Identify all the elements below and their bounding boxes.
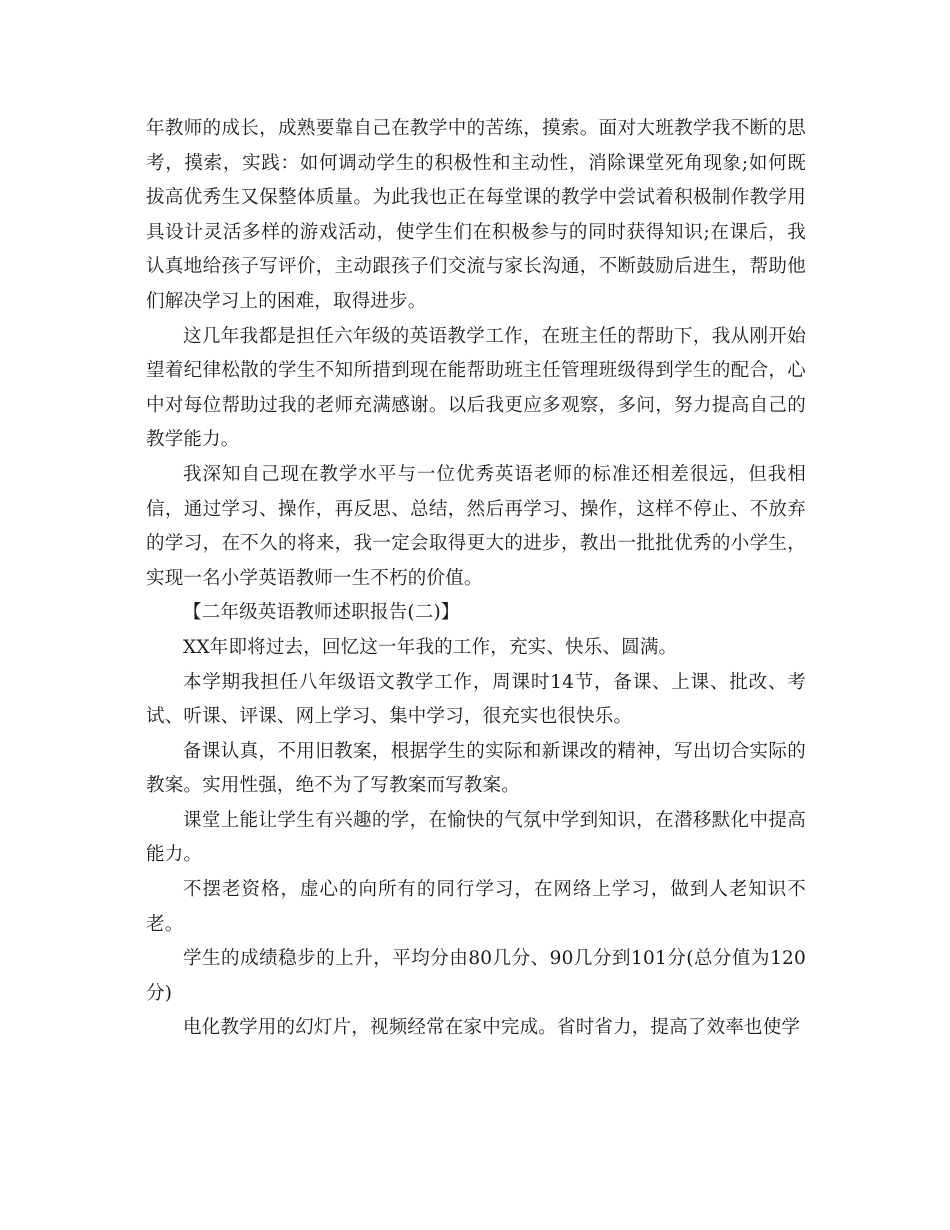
paragraph: 电化教学用的幻灯片，视频经常在家中完成。省时省力，提高了效率也使学 <box>183 1017 801 1039</box>
paragraph: 我深知自己现在教学水平与一位优秀英语老师的标准还相差很远，但我相信，通过学习、操作，再反思、总结，然后再学习、操作，这样不停止、不放弃的学习，在不久的将来，我一定会取得更大的进步，教出一批批优秀的小学生，实现一名小学英语教师一生不朽的价值。 <box>146 463 806 589</box>
paragraph: 备课认真，不用旧教案，根据学生的实际和新课改的精神，写出切合实际的教案。实用性强，绝不为了写教案而写教案。 <box>146 740 806 797</box>
paragraph: 本学期我担任八年级语文教学工作，周课时14节，备课、上课、批改、考试、听课、评课、网上学习、集中学习，很充实也很快乐。 <box>146 671 806 728</box>
paragraph: 课堂上能让学生有兴趣的学，在愉快的气氛中学到知识，在潜移默化中提高能力。 <box>146 809 806 866</box>
paragraph: XX年即将过去，回忆这一年我的工作，充实、快乐、圆满。 <box>183 636 678 658</box>
paragraph: 这几年我都是担任六年级的英语教学工作，在班主任的帮助下，我从刚开始望着纪律松散的学生不知所措到现在能帮助班主任管理班级得到学生的配合，心中对每位帮助过我的老师充满感谢。以后我更应多观察，多问，努力提高自己的教学能力。 <box>146 325 806 451</box>
paragraph: 年教师的成长，成熟要靠自己在教学中的苦练，摸索。面对大班教学我不断的思考，摸索，实践：如何调动学生的积极性和主动性，消除课堂死角现象;如何既拔高优秀生又保整体质量。为此我也正在每堂课的教学中尝试着积极制作教学用具设计灵活多样的游戏活动，使学生们在积极参与的同时获得知识;在课后，我认真地给孩子写评价，主动跟孩子们交流与家长沟通，不断鼓励后进生，帮助他们解决学习上的困难，取得进步。 <box>146 118 806 312</box>
section-heading: 【二年级英语教师述职报告(二)】 <box>183 602 460 624</box>
paragraph: 不摆老资格，虚心的向所有的同行学习，在网络上学习，做到人老知识不老。 <box>146 879 806 935</box>
document-body <box>146 112 806 1046</box>
paragraph: 学生的成绩稳步的上升，平均分由80几分、90几分到101分(总分值为120分) <box>146 948 806 1004</box>
